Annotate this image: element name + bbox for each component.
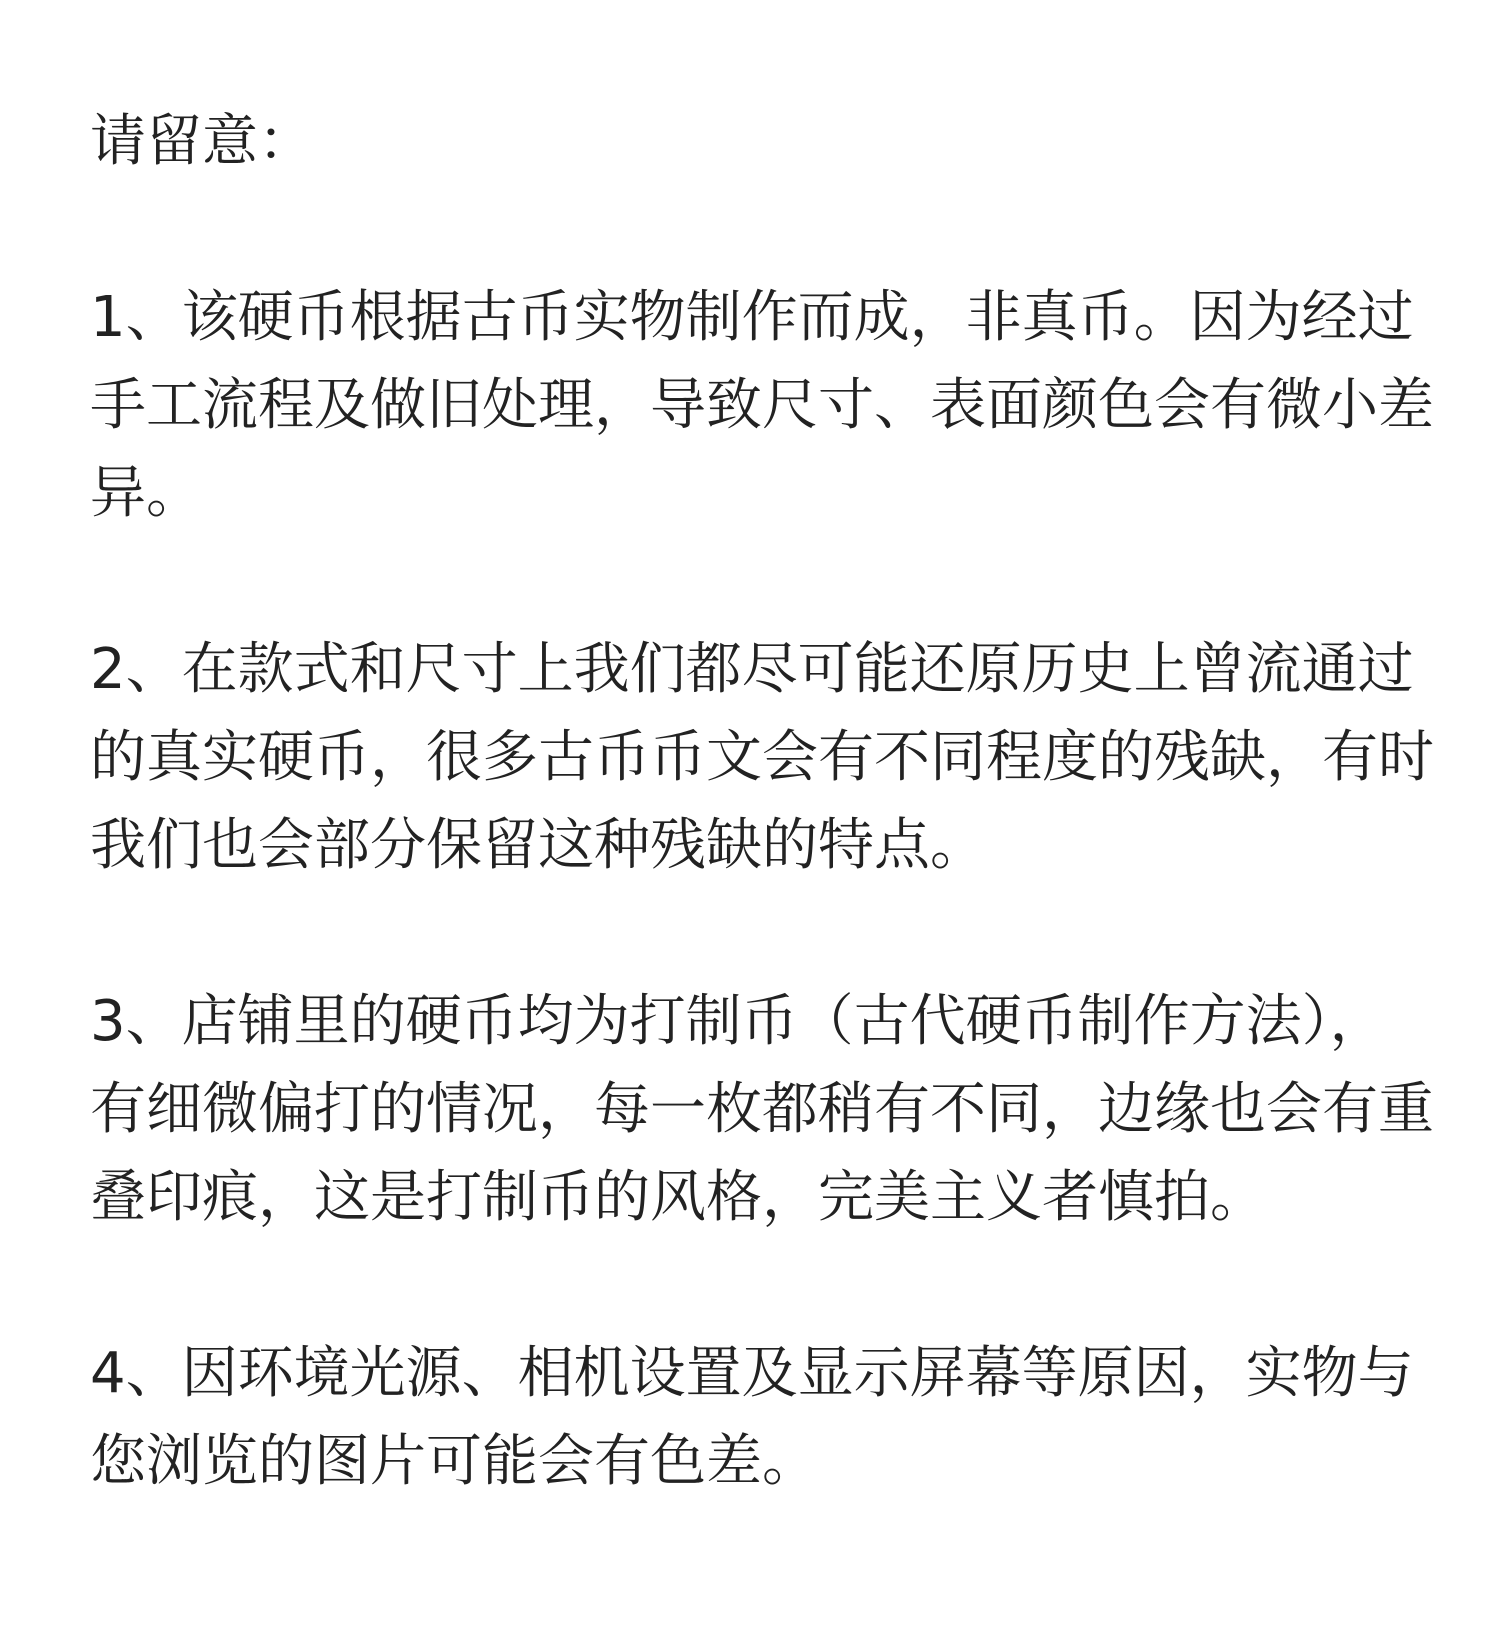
notice-block	[90, 98, 1440, 1594]
notice-title: 请留意：	[90, 109, 314, 174]
notice-item-4: 4、因环境光源、相机设置及显示屏幕等原因，实物与您浏览的图片可能会有色差。	[90, 1341, 1414, 1494]
notice-item-2: 2、在款式和尺寸上我们都尽可能还原历史上曾流通过的真实硬币，很多古币币文会有不同程度的残缺，有时我们也会部分保留这种残缺的特点。	[90, 637, 1434, 878]
notice-item-3: 3、店铺里的硬币均为打制币（古代硬币制作方法），有细微偏打的情况，每一枚都稍有不同，边缘也会有重叠印痕，这是打制币的风格，完美主义者慎拍。	[90, 989, 1434, 1230]
notice-item-1: 1、该硬币根据古币实物制作而成，非真币。因为经过手工流程及做旧处理，导致尺寸、表面颜色会有微小差异。	[90, 285, 1434, 526]
